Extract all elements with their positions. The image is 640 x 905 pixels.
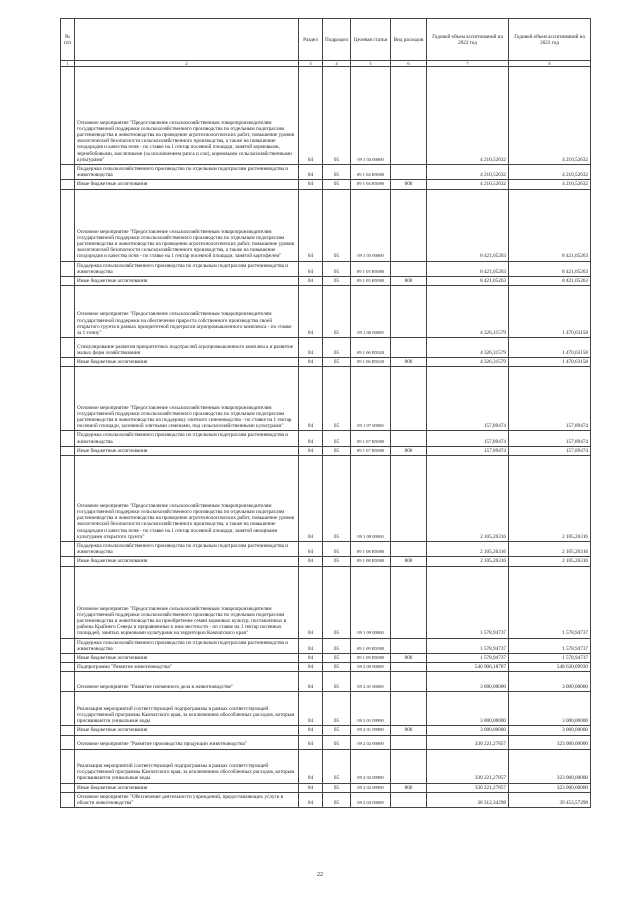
row-exp-type [391,261,427,276]
row-section: 04 [299,338,323,358]
col-index: 3 [299,61,323,67]
row-value-2023: 1 578,94737 [509,566,591,638]
col-index: 5 [351,61,391,67]
row-value-2022: 330 221,27857 [427,749,509,783]
row-exp-type: 800 [391,446,427,455]
row-exp-type [391,456,427,542]
row-name: Основное мероприятие "Предоставление сельскохозяйственным товаропроизводителям государственной поддержки сельскохозяйственного производства по отдельным подотраслям растениеводства и животноводства на проведение агротехнологических работ, повышение уровня экологической безопасности сельскохозяйственного производства, а также на повышение плодородия и качества почв - по ставке на 1 гектар посевной площади, занятой картофелем" [75,189,299,261]
table-row [61,180,591,189]
row-exp-type [391,542,427,557]
row-name: Поддержка сельскохозяйственного производства по отдельным подотраслям растениеводства и животноводства [75,261,299,276]
row-exp-type [391,165,427,180]
row-subsection: 05 [323,261,351,276]
header-num: № п/п [61,19,75,61]
table-row [61,566,591,638]
row-name: Иные бюджетные ассигнования [75,654,299,663]
row-section: 04 [299,663,323,672]
row-value-2023: 1 470,63158 [509,286,591,338]
row-subsection: 05 [323,566,351,638]
row-target-code: 09 1 04 00000 [351,67,391,165]
row-target-code: 09 1 08 00000 [351,456,391,542]
row-name: Основное мероприятие "Обеспечение деятельности учреждений, предоставляющих услуги в области животноводства" [75,792,299,807]
row-exp-type: 800 [391,180,427,189]
row-target-code: 09 2 00 00000 [351,663,391,672]
table-row [61,286,591,338]
page-number: 22 [317,872,323,878]
row-name: Иные бюджетные ассигнования [75,277,299,286]
row-value-2022: 4 210,52632 [427,180,509,189]
row-subsection: 05 [323,557,351,566]
row-value-2022: 157,89474 [427,446,509,455]
table-row [61,792,591,807]
row-value-2023: 3 000,00000 [509,726,591,735]
row-section: 04 [299,261,323,276]
row-target-code: 09 1 04 R5080 [351,165,391,180]
header-name [75,19,299,61]
row-value-2023: 2 105,26316 [509,557,591,566]
row-subsection: 05 [323,367,351,431]
row-num [61,358,75,367]
row-value-2022: 3 000,00000 [427,672,509,692]
row-name: Иные бюджетные ассигнования [75,726,299,735]
row-subsection: 05 [323,358,351,367]
row-num [61,456,75,542]
row-name: Стимулирование развития приоритетных подотраслей агропромышленного комплекса и развитие малых форм хозяйствования [75,338,299,358]
row-target-code: 09 1 04 R5080 [351,180,391,189]
row-target-code: 09 1 05 R5080 [351,277,391,286]
row-value-2022: 3 000,00000 [427,692,509,726]
table-row [61,165,591,180]
budget-table [60,18,591,808]
row-subsection: 05 [323,735,351,749]
row-value-2022: 1 578,94737 [427,654,509,663]
row-value-2022: 3 000,00000 [427,726,509,735]
col-index: 1 [61,61,75,67]
row-target-code: 09 1 08 R5080 [351,542,391,557]
row-name: Основное мероприятие "Предоставление сельскохозяйственным товаропроизводителям государственной поддержки сельскохозяйственного производства по отдельным подотраслям растениеводства и животноводства на проведение агротехнологических работ, повышение уровня экологической безопасности сельскохозяйственного производства, а также на повышение плодородия и качества почв - по ставке на 1 гектар посевной площади, занятой овощными культурами открытого грунта" [75,456,299,542]
row-subsection: 05 [323,749,351,783]
table-row [61,557,591,566]
row-target-code: 09 1 06 R5020 [351,358,391,367]
row-target-code: 09 2 04 00000 [351,792,391,807]
row-num [61,749,75,783]
row-subsection: 05 [323,431,351,446]
row-target-code: 09 1 07 R5080 [351,446,391,455]
row-subsection: 05 [323,783,351,792]
row-subsection: 05 [323,792,351,807]
row-num [61,783,75,792]
row-value-2022: 330 221,27857 [427,783,509,792]
row-subsection: 05 [323,67,351,165]
row-name: Подпрограмма "Развитие животноводства" [75,663,299,672]
row-exp-type [391,367,427,431]
row-value-2022: 2 105,26316 [427,456,509,542]
row-name: Поддержка сельскохозяйственного производства по отдельным подотраслям растениеводства и животноводства [75,542,299,557]
table-row [61,726,591,735]
row-exp-type [391,638,427,653]
header-subsection: Подраздел [323,19,351,61]
header-exp-type: Вид расходов [391,19,427,61]
row-value-2022: 157,89474 [427,367,509,431]
row-subsection: 05 [323,456,351,542]
header-section: Раздел [299,19,323,61]
row-target-code: 09 1 05 R5080 [351,261,391,276]
row-value-2023: 548 620,09930 [509,663,591,672]
row-value-2023: 1 578,94737 [509,638,591,653]
table-row [61,261,591,276]
table-header-row [61,19,591,61]
row-exp-type [391,431,427,446]
row-section: 04 [299,456,323,542]
row-target-code: 09 2 02 09990 [351,783,391,792]
row-num [61,446,75,455]
row-num [61,735,75,749]
row-value-2022: 157,89474 [427,431,509,446]
row-subsection: 05 [323,446,351,455]
row-value-2023: 323 000,00000 [509,749,591,783]
table-row [61,277,591,286]
table-row [61,663,591,672]
row-exp-type [391,735,427,749]
row-value-2022: 1 578,94737 [427,566,509,638]
row-value-2023: 1 470,63158 [509,358,591,367]
row-name: Основное мероприятие "Предоставление сельскохозяйственным товаропроизводителям государственной поддержки сельскохозяйственного производства по отдельным подотраслям растениеводства и животноводства на поддержку элитного семеноводства - по ставке на 1 гектар посевной площади, засеянной элитными семенами, под сельскохозяйственными культурами" [75,367,299,431]
row-value-2023: 8 421,05263 [509,277,591,286]
row-exp-type: 800 [391,277,427,286]
row-subsection: 05 [323,286,351,338]
row-subsection: 05 [323,726,351,735]
table-row [61,638,591,653]
table-row [61,672,591,692]
header-2022: Годовой объем ассигнований на 2022 год [427,19,509,61]
row-value-2022: 330 221,27857 [427,735,509,749]
row-num [61,672,75,692]
row-num [61,638,75,653]
row-name: Поддержка сельскохозяйственного производства по отдельным подотраслям растениеводства и животноводства [75,431,299,446]
row-exp-type [391,692,427,726]
row-value-2023: 157,89474 [509,367,591,431]
row-num [61,67,75,165]
table-body [61,67,591,808]
row-target-code: 09 2 01 00000 [351,672,391,692]
table-row [61,749,591,783]
row-subsection: 05 [323,672,351,692]
row-num [61,692,75,726]
row-subsection: 05 [323,663,351,672]
row-target-code: 09 1 09 R5080 [351,638,391,653]
row-section: 04 [299,446,323,455]
row-subsection: 05 [323,542,351,557]
row-section: 04 [299,783,323,792]
row-target-code: 09 1 09 R5080 [351,654,391,663]
row-value-2023: 2 105,26316 [509,542,591,557]
row-section: 04 [299,67,323,165]
row-target-code: 09 1 05 00000 [351,189,391,261]
row-section: 04 [299,792,323,807]
row-exp-type [391,286,427,338]
row-value-2022: 4 210,52632 [427,165,509,180]
row-value-2022: 546 906,18787 [427,663,509,672]
row-exp-type: 800 [391,783,427,792]
row-name: Иные бюджетные ассигнования [75,358,299,367]
row-exp-type [391,189,427,261]
row-name: Иные бюджетные ассигнования [75,180,299,189]
table-row [61,431,591,446]
row-num [61,566,75,638]
row-exp-type [391,672,427,692]
row-num [61,663,75,672]
row-name: Основное мероприятие "Развитие производства продукции животноводства" [75,735,299,749]
row-num [61,557,75,566]
row-exp-type: 800 [391,654,427,663]
table-row [61,542,591,557]
row-target-code: 09 1 06 00000 [351,286,391,338]
row-value-2023: 2 105,26316 [509,456,591,542]
table-row [61,367,591,431]
row-num [61,792,75,807]
row-section: 04 [299,726,323,735]
row-value-2022: 4 210,52632 [427,67,509,165]
row-value-2022: 8 421,05263 [427,261,509,276]
row-section: 04 [299,749,323,783]
row-section: 04 [299,692,323,726]
table-row [61,189,591,261]
row-section: 04 [299,431,323,446]
row-section: 04 [299,367,323,431]
row-target-code: 09 2 01 09990 [351,692,391,726]
row-exp-type: 800 [391,557,427,566]
table-row [61,783,591,792]
row-num [61,189,75,261]
table-row [61,67,591,165]
row-value-2023: 3 000,00000 [509,692,591,726]
row-value-2023: 8 421,05263 [509,189,591,261]
row-exp-type [391,566,427,638]
row-section: 04 [299,566,323,638]
row-name: Основное мероприятие "Предоставление сельскохозяйственным товаропроизводителям государственной поддержки сельскохозяйственного производства по отдельным подотраслям растениеводства и животноводства на проведение агротехнологических работ, повышение уровня экологической безопасности сельскохозяйственного производства, а также на повышение плодородия и качества почв - по ставке на 1 гектар посевной площади, занятой кормовыми, зернобобовыми, масличными (за исключением рапса и сои), кормовыми сельскохозяйственными культурами" [75,67,299,165]
row-value-2022: 4 326,31579 [427,358,509,367]
table-row [61,735,591,749]
row-num [61,180,75,189]
row-name: Реализация мероприятий соответствующей подпрограммы в рамках соответствующей государственной программы Камчатского края, за исключением обособленных расходов, которым присваиваются уникальные коды [75,692,299,726]
row-num [61,542,75,557]
row-value-2022: 4 326,31579 [427,286,509,338]
row-num [61,338,75,358]
row-value-2022: 1 578,94737 [427,638,509,653]
row-section: 04 [299,557,323,566]
col-index: 6 [391,61,427,67]
row-name: Иные бюджетные ассигнования [75,557,299,566]
row-name: Реализация мероприятий соответствующей подпрограммы в рамках соответствующей государственной программы Камчатского края, за исключением обособленных расходов, которым присваиваются уникальные коды [75,749,299,783]
row-subsection: 05 [323,654,351,663]
row-num [61,286,75,338]
row-exp-type [391,338,427,358]
table-row [61,654,591,663]
row-target-code: 09 1 08 R5080 [351,557,391,566]
row-value-2023: 157,89474 [509,431,591,446]
row-name: Основное мероприятие "Предоставление сельскохозяйственным товаропроизводителям государственной поддержки на обеспечение прироста собственного производства своей открытого грунта в рамках приоритетной подотрасли агропромышленного комплекса - по ставке за 1 тонну" [75,286,299,338]
row-exp-type: 800 [391,726,427,735]
row-value-2023: 4 210,52632 [509,165,591,180]
row-num [61,367,75,431]
row-section: 04 [299,180,323,189]
row-value-2022: 8 421,05263 [427,189,509,261]
row-target-code: 09 2 02 00000 [351,735,391,749]
table-row [61,692,591,726]
row-exp-type [391,663,427,672]
row-subsection: 05 [323,165,351,180]
row-target-code: 09 1 07 00000 [351,367,391,431]
row-section: 04 [299,654,323,663]
row-value-2023: 39 453,57298 [509,792,591,807]
row-name: Иные бюджетные ассигнования [75,783,299,792]
row-name: Основное мероприятие "Развитие племенного дела в животноводстве" [75,672,299,692]
row-value-2023: 1 578,94737 [509,654,591,663]
row-value-2023: 4 210,52632 [509,180,591,189]
row-num [61,277,75,286]
row-num [61,431,75,446]
row-value-2023: 323 000,00000 [509,783,591,792]
table-row [61,446,591,455]
row-target-code: 09 1 09 00000 [351,566,391,638]
row-subsection: 05 [323,638,351,653]
table-row [61,358,591,367]
row-subsection: 05 [323,189,351,261]
row-value-2022: 4 326,31579 [427,338,509,358]
row-value-2023: 8 421,05263 [509,261,591,276]
row-section: 04 [299,638,323,653]
row-value-2023: 323 000,00000 [509,735,591,749]
col-index: 2 [75,61,299,67]
col-index: 4 [323,61,351,67]
row-section: 04 [299,277,323,286]
row-value-2022: 38 312,34298 [427,792,509,807]
row-value-2022: 2 105,26316 [427,542,509,557]
row-subsection: 05 [323,338,351,358]
row-num [61,726,75,735]
row-subsection: 05 [323,277,351,286]
row-num [61,261,75,276]
row-value-2023: 4 210,52632 [509,67,591,165]
row-section: 04 [299,735,323,749]
budget-table-sheet [60,18,590,808]
row-target-code: 09 1 07 R5080 [351,431,391,446]
table-row [61,456,591,542]
row-section: 04 [299,542,323,557]
row-section: 04 [299,358,323,367]
row-section: 04 [299,189,323,261]
row-exp-type [391,67,427,165]
row-value-2023: 3 000,00000 [509,672,591,692]
row-subsection: 05 [323,180,351,189]
table-row [61,338,591,358]
row-name: Иные бюджетные ассигнования [75,446,299,455]
row-section: 04 [299,286,323,338]
row-exp-type [391,749,427,783]
col-index: 8 [509,61,591,67]
row-exp-type: 800 [391,358,427,367]
row-name: Поддержка сельскохозяйственного производства по отдельным подотраслям растениеводства и животноводства [75,638,299,653]
row-value-2023: 1 470,63158 [509,338,591,358]
row-exp-type [391,792,427,807]
header-target: Целевая статья [351,19,391,61]
row-num [61,654,75,663]
row-name: Основное мероприятие "Предоставление сельскохозяйственным товаропроизводителям государственной поддержки сельскохозяйственного производства по отдельным подотраслям растениеводства и животноводства на приобретение семян кормовых культур, поставленных в районы Крайнего Севера и приравненные к ним местности - по ставке на 1 гектар посевных площадей, занятых кормовыми культурами на территории Камчатского края" [75,566,299,638]
row-target-code: 09 2 02 09990 [351,749,391,783]
row-target-code: 09 2 01 09990 [351,726,391,735]
row-num [61,165,75,180]
row-value-2023: 157,89474 [509,446,591,455]
row-section: 04 [299,165,323,180]
row-target-code: 09 1 06 R5020 [351,338,391,358]
row-name: Поддержка сельскохозяйственного производства по отдельным подотраслям растениеводства и животноводства [75,165,299,180]
header-2023: Годовой объем ассигнований на 2023 год [509,19,591,61]
row-value-2022: 8 421,05263 [427,277,509,286]
row-value-2022: 2 105,26316 [427,557,509,566]
row-section: 04 [299,672,323,692]
row-subsection: 05 [323,692,351,726]
col-index: 7 [427,61,509,67]
